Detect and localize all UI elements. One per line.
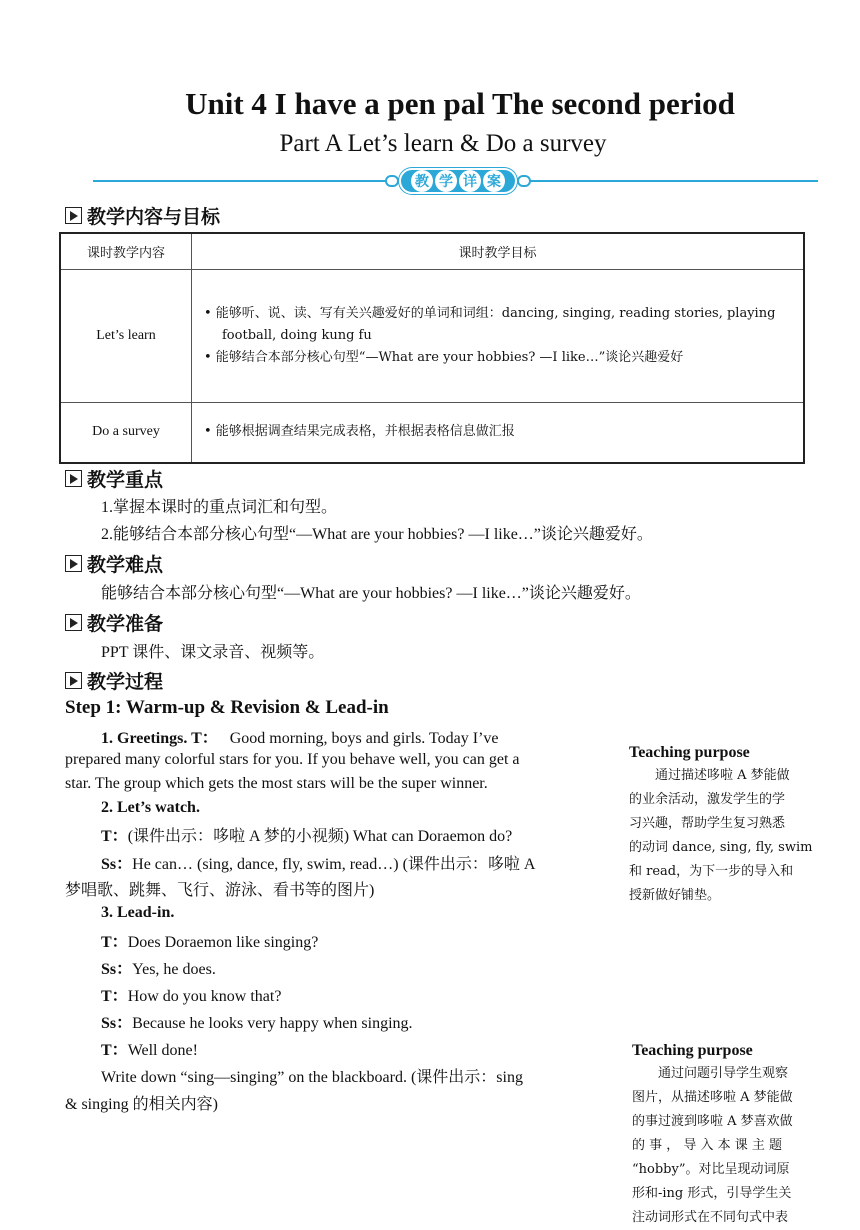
side-note-line: 形和-ing 形式，引导学生关 xyxy=(632,1186,792,1201)
greetings-label: 1. Greetings. T： xyxy=(101,730,218,747)
side-note-line: 的业余活动，激发学生的学 xyxy=(629,792,786,807)
dialogue-line: 梦唱歌、跳舞、飞行、游泳、看书等的图片) xyxy=(65,882,375,899)
side-note-body xyxy=(629,764,813,908)
utterance: Does Doraemon like singing? xyxy=(127,934,319,951)
utterance: Well done! xyxy=(127,1042,198,1059)
table-header-cell: 课时教学目标 xyxy=(192,233,805,270)
greetings-line: star. The group which gets the most stars will be the super winner. xyxy=(65,775,488,792)
key-point-item: 2.能够结合本部分核心句型“—What are your hobbies? —I like…”谈论兴趣爱好。 xyxy=(101,526,653,543)
speaker: Ss： xyxy=(101,1015,133,1032)
badge-char: 教 xyxy=(411,170,433,192)
dialogue-line xyxy=(101,929,318,952)
speaker: Ss： xyxy=(101,961,133,978)
document-title: Unit 4 I have a pen pal The second period xyxy=(185,86,735,121)
dialogue-line xyxy=(101,851,535,874)
goal-line: football, doing kung fu xyxy=(222,328,372,343)
section-heading-key-points xyxy=(65,465,163,492)
badge-char: 详 xyxy=(459,170,481,192)
table-header-cell: 课时教学内容 xyxy=(60,233,192,270)
goal-line: • 能够根据调查结果完成表格，并根据表格信息做汇报 xyxy=(204,424,515,440)
goal-line: • 能够听、说、读、写有关兴趣爱好的单词和词组：dancing, singing, reading stories, playing xyxy=(204,306,776,321)
key-point-item: 1.掌握本课时的重点词汇和句型。 xyxy=(101,499,338,516)
watch-label: 2. Let’s watch. xyxy=(101,799,200,816)
table-row xyxy=(60,403,804,463)
section-heading-content-goals xyxy=(65,202,220,229)
side-note-line: 通过问题引导学生观察 xyxy=(632,1066,789,1081)
dialogue-line xyxy=(101,1037,198,1060)
document-subtitle: Part A Let’s learn & Do a survey xyxy=(279,130,607,157)
side-note-line: 的动词 dance, sing, fly, swim xyxy=(629,840,813,855)
play-icon xyxy=(65,555,82,572)
utterance: (课件出示：哆啦 A 梦的小视频) What can Doraemon do? xyxy=(127,828,513,845)
section-heading-text: 教学过程 xyxy=(87,671,164,693)
side-note-title: Teaching purpose xyxy=(629,744,750,761)
play-icon xyxy=(65,672,82,689)
side-note-line: 的事过渡到哆啦 A 梦喜欢做 xyxy=(632,1114,793,1129)
side-note-line: 图片，从描述哆啦 A 梦能做 xyxy=(632,1090,793,1105)
utterance: He can… (sing, dance, fly, swim, read…) (课件出示：哆啦 A xyxy=(132,856,536,873)
section-heading-text: 教学重点 xyxy=(87,469,164,491)
blackboard-line: Write down “sing—singing” on the blackboard. (课件出示：sing xyxy=(101,1069,523,1086)
utterance: Yes, he does. xyxy=(132,961,216,978)
badge-char: 学 xyxy=(435,170,457,192)
play-icon xyxy=(65,614,82,631)
leadin-label: 3. Lead-in. xyxy=(101,904,175,921)
speaker: T： xyxy=(101,988,128,1005)
play-icon xyxy=(65,470,82,487)
dialogue-line xyxy=(101,983,281,1006)
section-heading-text: 教学内容与目标 xyxy=(87,206,221,228)
play-icon xyxy=(65,207,82,224)
section-heading-preparation xyxy=(65,609,163,636)
table-cell-goals xyxy=(192,403,805,463)
side-note-line: 的 事 ， 导 入 本 课 主 题 xyxy=(632,1138,783,1153)
side-note-title: Teaching purpose xyxy=(632,1042,753,1059)
greetings-line: prepared many colorful stars for you. If you behave well, you can get a xyxy=(65,751,520,768)
greetings-line xyxy=(101,725,499,748)
dialogue-line xyxy=(101,823,512,846)
section-heading-process xyxy=(65,667,163,694)
goal-line: • 能够结合本部分核心句型“—What are your hobbies? —I like…”谈论兴趣爱好 xyxy=(204,350,684,365)
speaker: T： xyxy=(101,934,128,951)
side-note-line: “hobby”。对比呈现动词原 xyxy=(632,1162,790,1177)
speaker: T： xyxy=(101,828,128,845)
blackboard-line: & singing 的相关内容) xyxy=(65,1096,218,1113)
section-heading-difficulties xyxy=(65,550,163,577)
table-cell-goals xyxy=(192,270,805,403)
step-title: Step 1: Warm-up & Revision & Lead-in xyxy=(65,697,389,718)
side-note-body xyxy=(632,1062,816,1230)
side-note-line: 注动词形式在不同句式中表 xyxy=(632,1210,789,1225)
side-note-line: 习兴趣，帮助学生复习熟悉 xyxy=(629,816,786,831)
badge-right-cap xyxy=(517,175,531,187)
utterance: How do you know that? xyxy=(127,988,282,1005)
dialogue-line xyxy=(101,956,216,979)
goals-table xyxy=(59,232,805,464)
section-heading-text: 教学准备 xyxy=(87,613,164,635)
table-cell-content: Do a survey xyxy=(60,403,192,463)
utterance: Because he looks very happy when singing. xyxy=(132,1015,413,1032)
section-heading-text: 教学难点 xyxy=(87,554,164,576)
speaker: T： xyxy=(101,1042,128,1059)
side-note-line: 授新做好铺垫。 xyxy=(629,888,721,903)
badge-char: 案 xyxy=(483,170,505,192)
table-header-row xyxy=(60,233,804,270)
table-cell-content: Let’s learn xyxy=(60,270,192,403)
side-note-line: 通过描述哆啦 A 梦能做 xyxy=(629,768,790,783)
side-note-line: 和 read，为下一步的导入和 xyxy=(629,864,794,879)
table-row xyxy=(60,270,804,403)
badge-left-cap xyxy=(385,175,399,187)
preparation-text: PPT 课件、课文录音、视频等。 xyxy=(101,644,325,661)
difficulty-text: 能够结合本部分核心句型“—What are your hobbies? —I like…”谈论兴趣爱好。 xyxy=(101,585,641,602)
greetings-text: Good morning, boys and girls. Today I’ve xyxy=(229,730,499,747)
banner-badge xyxy=(383,168,533,194)
speaker: Ss： xyxy=(101,856,133,873)
badge-core xyxy=(399,168,517,194)
dialogue-line xyxy=(101,1010,413,1033)
